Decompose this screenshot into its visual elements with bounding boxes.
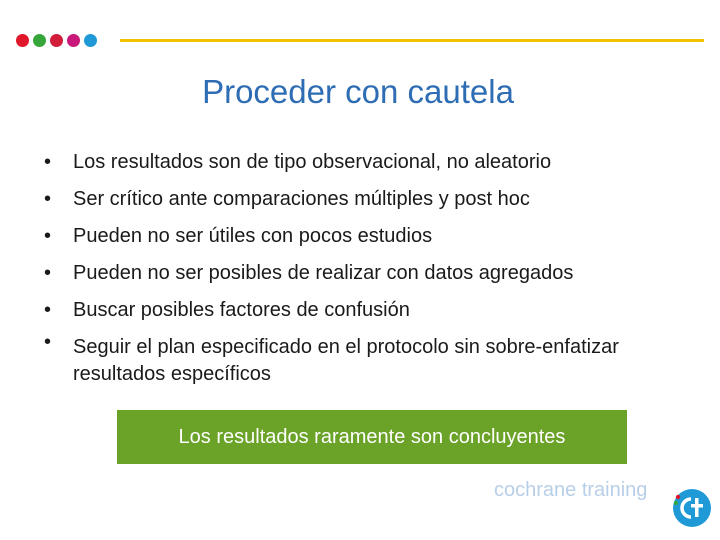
dot-red bbox=[16, 34, 29, 47]
callout-banner bbox=[117, 410, 627, 464]
dot-magenta bbox=[67, 34, 80, 47]
dot-blue bbox=[84, 34, 97, 47]
slide-title: Proceder con cautela bbox=[202, 73, 514, 110]
header-divider-line bbox=[120, 39, 704, 42]
bullet-item: • Ser crítico ante comparaciones múltiples y post hoc bbox=[73, 181, 713, 218]
callout-text: Los resultados raramente son concluyentes bbox=[178, 425, 566, 448]
bullet-item: • Los resultados son de tipo observacional, no aleatorio bbox=[73, 144, 713, 181]
bullet-list bbox=[40, 144, 713, 388]
cochrane-training-logo-icon bbox=[672, 488, 712, 528]
bullet-item: • Seguir el plan especificado en el protocolo sin sobre-enfatizar resultados específicos bbox=[73, 329, 713, 388]
footer-brand-text: cochrane training bbox=[494, 479, 648, 501]
bullet-item: • Pueden no ser posibles de realizar con datos agregados bbox=[73, 255, 713, 292]
decorative-dots bbox=[16, 34, 97, 47]
bullet-item: • Pueden no ser útiles con pocos estudios bbox=[73, 218, 713, 255]
dot-green bbox=[33, 34, 46, 47]
bullet-item: • Buscar posibles factores de confusión bbox=[73, 292, 713, 329]
dot-crimson bbox=[50, 34, 63, 47]
